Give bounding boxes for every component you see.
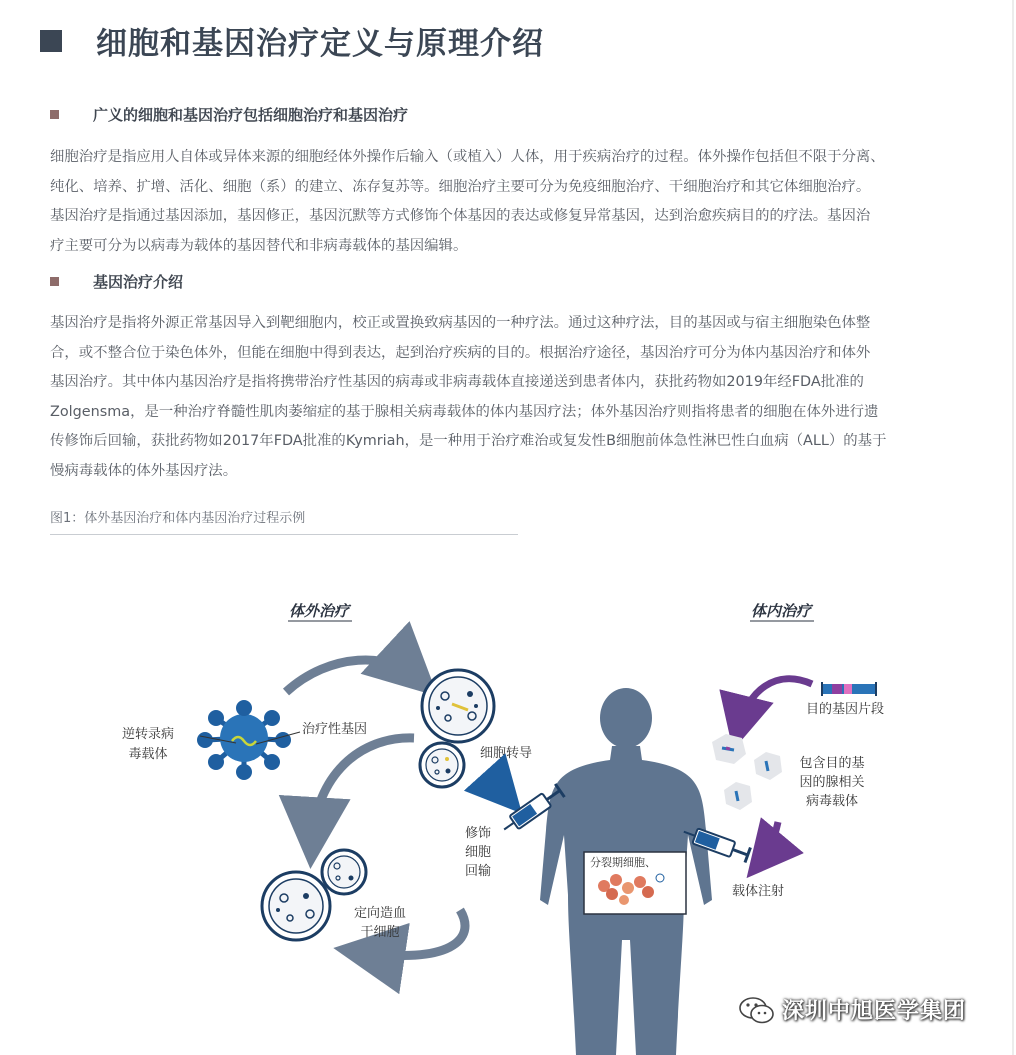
dividing-cells-inset	[584, 852, 686, 914]
retrovirus-label-line2: 毒载体	[128, 747, 168, 762]
figure-caption-rule	[50, 534, 518, 535]
ex-vivo-title: 体外治疗	[288, 602, 350, 620]
section2-bullet-square	[50, 277, 59, 286]
retrovirus-label-line1: 逆转录病	[121, 727, 175, 742]
section2-header	[50, 271, 183, 292]
target-gene-label: 目的基因片段	[806, 702, 885, 717]
retrovirus-vector-icon	[197, 700, 291, 780]
aav-label-line3: 病毒载体	[805, 794, 859, 809]
therapeutic-gene-label: 治疗性基因	[302, 722, 368, 737]
title-bullet-square	[40, 30, 62, 52]
target-gene-fragment-icon	[822, 682, 876, 696]
section1-line: 细胞治疗是指应用人自体或异体来源的细胞经体外操作后输入（或植入）人体，用于疾病治疗的过程。体外操作包括但不限于分离、	[50, 149, 885, 165]
section2-line: 基因治疗是指将外源正常基因导入到靶细胞内，校正或置换致病基因的一种疗法。通过这种疗法，目的基因或与宿主细胞染色体整	[50, 315, 871, 331]
in-vivo-title: 体内治疗	[750, 602, 812, 620]
dividing-cells-label: 分裂期细胞、	[590, 856, 656, 869]
section1-line: 疗主要可分为以病毒为载体的基因替代和非病毒载体的基因编辑。	[50, 237, 468, 254]
section1-header	[50, 104, 408, 125]
modified-cells-label-line3: 回输	[464, 864, 492, 879]
transduction-label: 细胞转导	[480, 746, 533, 761]
arrow-gene-to-vector	[738, 679, 812, 730]
wechat-icon	[738, 995, 776, 1025]
arrow-vector-to-dish	[286, 660, 418, 692]
gene-therapy-diagram	[0, 560, 1016, 1055]
modified-cells-label-line1: 修饰	[464, 826, 492, 841]
hsc-label-line1: 定向造血	[353, 906, 407, 921]
culture-dish-large-icon	[422, 670, 494, 742]
section2-line: 合，或不整合位于染色体外，但能在细胞中得到表达，起到治疗疾病的目的。根据治疗途径，基因治疗可分为体内基因治疗和体外	[50, 344, 871, 361]
section1-paragraph	[50, 143, 1000, 261]
section2-line: Zolgensma，是一种治疗脊髓性肌肉萎缩症的基于腺相关病毒载体的体内基因疗法；体外基因治疗则指将患者的细胞在体外进行遗	[50, 403, 879, 420]
injection-label: 载体注射	[731, 884, 785, 899]
section1-line: 纯化、培养、扩增、活化、细胞（系）的建立、冻存复苏等。细胞治疗主要可分为免疫细胞治疗、干细胞治疗和其它体细胞治疗。	[50, 178, 871, 195]
aav-label-line2: 因的腺相关	[799, 775, 865, 790]
watermark	[738, 994, 966, 1025]
section2-heading: 基因治疗介绍	[93, 273, 184, 291]
section2-line: 慢病毒载体的体外基因疗法。	[50, 462, 238, 479]
arrow-dish-to-stemcell	[312, 738, 414, 842]
page-title: 细胞和基因治疗定义与原理介绍	[96, 26, 544, 62]
section2-paragraph	[50, 309, 1000, 486]
aav-label-line1: 包含目的基	[799, 756, 865, 771]
hsc-label-line2: 干细胞	[360, 925, 400, 940]
section1-line: 基因治疗是指通过基因添加，基因修正，基因沉默等方式修饰个体基因的表达或修复异常基因，达到治愈疾病目的的疗法。基因治	[50, 208, 871, 224]
page-header	[40, 18, 544, 63]
stem-cell-dish-large-icon	[262, 872, 330, 940]
figure-caption: 图1：体外基因治疗和体内基因治疗过程示例	[50, 511, 306, 526]
watermark-text: 深圳中旭医学集团	[782, 999, 967, 1024]
culture-dish-small-icon	[420, 743, 464, 787]
section2-line: 基因治疗。其中体内基因治疗是指将携带治疗性基因的病毒或非病毒载体直接递送到患者体内，获批药物如2019年经FDA批准的	[50, 374, 864, 390]
section1-heading: 广义的细胞和基因治疗包括细胞治疗和基因治疗	[93, 106, 409, 124]
arrow-vector-to-injection	[760, 822, 778, 862]
section1-bullet-square	[50, 110, 59, 119]
aav-vector-icon	[712, 734, 782, 810]
stem-cell-dish-small-icon	[322, 850, 366, 894]
section2-line: 传修饰后回输，获批药物如2017年FDA批准的Kymriah，是一种用于治疗难治或复发性B细胞前体急性淋巴性白血病（ALL）的基于	[50, 433, 887, 449]
modified-cells-label-line2: 细胞	[464, 845, 492, 860]
